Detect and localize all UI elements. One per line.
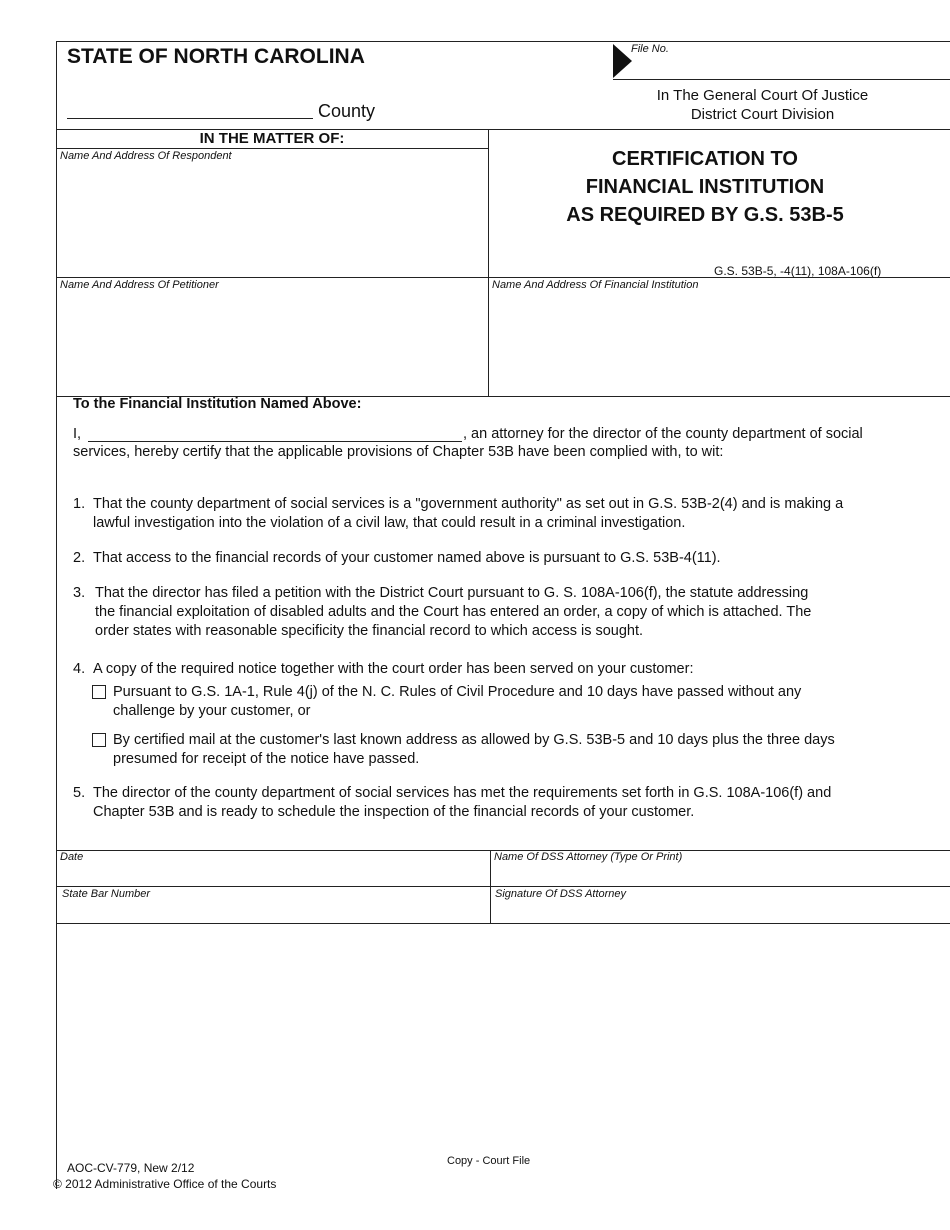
county-label: County	[318, 101, 376, 121]
item-4-line-1: A copy of the required notice together with the court order has been served on your customer:	[93, 661, 694, 677]
item-5-line-1: The director of the county department of social services has met the requirements set forth in G.S. 108A-106(f) and	[93, 785, 832, 801]
item-3-number: 3.	[73, 585, 86, 601]
item-3-line-3: order states with reasonable specificity the financial record to which access is sought.	[95, 623, 644, 639]
form-title	[490, 145, 920, 229]
attorney-name-blank[interactable]	[88, 441, 462, 442]
signature-label: Signature Of DSS Attorney	[495, 888, 627, 900]
signature-vertical-divider	[490, 850, 491, 923]
date-label: Date	[60, 851, 84, 863]
top-border	[56, 41, 950, 42]
statute-reference: G.S. 53B-5, -4(11), 108A-106(f)	[714, 264, 882, 278]
matter-vertical-divider	[488, 129, 489, 396]
state-title: STATE OF NORTH CAROLINA	[67, 45, 365, 68]
matter-title-underline	[56, 148, 488, 149]
petitioner-label: Name And Address Of Petitioner	[60, 279, 219, 291]
file-no-arrow-icon	[613, 44, 632, 78]
option-a-checkbox[interactable]	[92, 685, 106, 699]
item-5-line-2: Chapter 53B and is ready to schedule the inspection of the financial records of your customer.	[93, 804, 695, 820]
bar-number-label: State Bar Number	[62, 888, 151, 900]
item-1-line-2: lawful investigation into the violation of a civil law, that could result in a criminal investigation.	[93, 515, 686, 531]
item-5-number: 5.	[73, 785, 86, 801]
option-b-checkbox[interactable]	[92, 733, 106, 747]
option-b-line-2: presumed for receipt of the notice have passed.	[113, 751, 420, 767]
county-blank-line[interactable]	[67, 118, 313, 119]
form-title-line-1: CERTIFICATION TO	[612, 148, 798, 170]
date-field[interactable]	[58, 864, 488, 884]
option-b-line-1: By certified mail at the customer's last known address as allowed by G.S. 53B-5 and 10 days plus the three days	[113, 732, 835, 748]
file-no-line[interactable]	[613, 79, 950, 80]
item-2-number: 2.	[73, 550, 86, 566]
option-a-line-2: challenge by your customer, or	[113, 703, 311, 719]
intro-prefix: I,	[73, 426, 82, 442]
form-title-line-3: AS REQUIRED BY G.S. 53B-5	[566, 204, 844, 226]
attorney-name-field[interactable]	[492, 864, 948, 884]
institution-label: Name And Address Of Financial Institution	[492, 279, 699, 291]
file-no-label: File No.	[631, 43, 669, 55]
left-border	[56, 41, 57, 1189]
attorney-name-label: Name Of DSS Attorney (Type Or Print)	[494, 851, 683, 863]
signature-field[interactable]	[492, 901, 948, 921]
bar-number-field[interactable]	[58, 901, 488, 921]
respondent-label: Name And Address Of Respondent	[60, 150, 232, 162]
item-4-number: 4.	[73, 661, 86, 677]
item-1-number: 1.	[73, 496, 86, 512]
signature-middle-line	[56, 886, 950, 887]
copyright: © 2012 Administrative Office of the Courts	[53, 1177, 277, 1191]
signature-bottom-line	[56, 923, 950, 924]
petitioner-field[interactable]	[58, 293, 486, 393]
option-a-line-1: Pursuant to G.S. 1A-1, Rule 4(j) of the N. C. Rules of Civil Procedure and 10 days have passed without any	[113, 684, 802, 700]
intro-suffix: , an attorney for the director of the county department of social	[463, 426, 863, 442]
court-line-1: In The General Court Of Justice	[656, 87, 869, 104]
form-title-line-2: FINANCIAL INSTITUTION	[585, 176, 825, 198]
item-1-line-1: That the county department of social services is a "government authority" as set out in G.S. 53B-2(4) and is making a	[93, 496, 844, 512]
court-name	[600, 86, 925, 124]
form-number: AOC-CV-779, New 2/12	[67, 1161, 195, 1175]
court-line-2: District Court Division	[690, 106, 835, 123]
institution-field[interactable]	[490, 293, 948, 393]
item-3-line-1: That the director has filed a petition with the District Court pursuant to G. S. 108A-106(f), the statute addressing	[95, 585, 809, 601]
intro-line-2: services, hereby certify that the applicable provisions of Chapter 53B have been complied with, to wit:	[73, 444, 724, 460]
body-heading: To the Financial Institution Named Above:	[73, 396, 362, 412]
copy-designation: Copy - Court File	[447, 1155, 531, 1167]
item-2-line-1: That access to the financial records of your customer named above is pursuant to G.S. 53B-4(11).	[93, 550, 721, 566]
respondent-field[interactable]	[58, 164, 486, 274]
item-3-line-2: the financial exploitation of disabled adults and the Court has entered an order, a copy of which is attached. The	[95, 604, 812, 620]
matter-title: IN THE MATTER OF:	[199, 130, 345, 147]
